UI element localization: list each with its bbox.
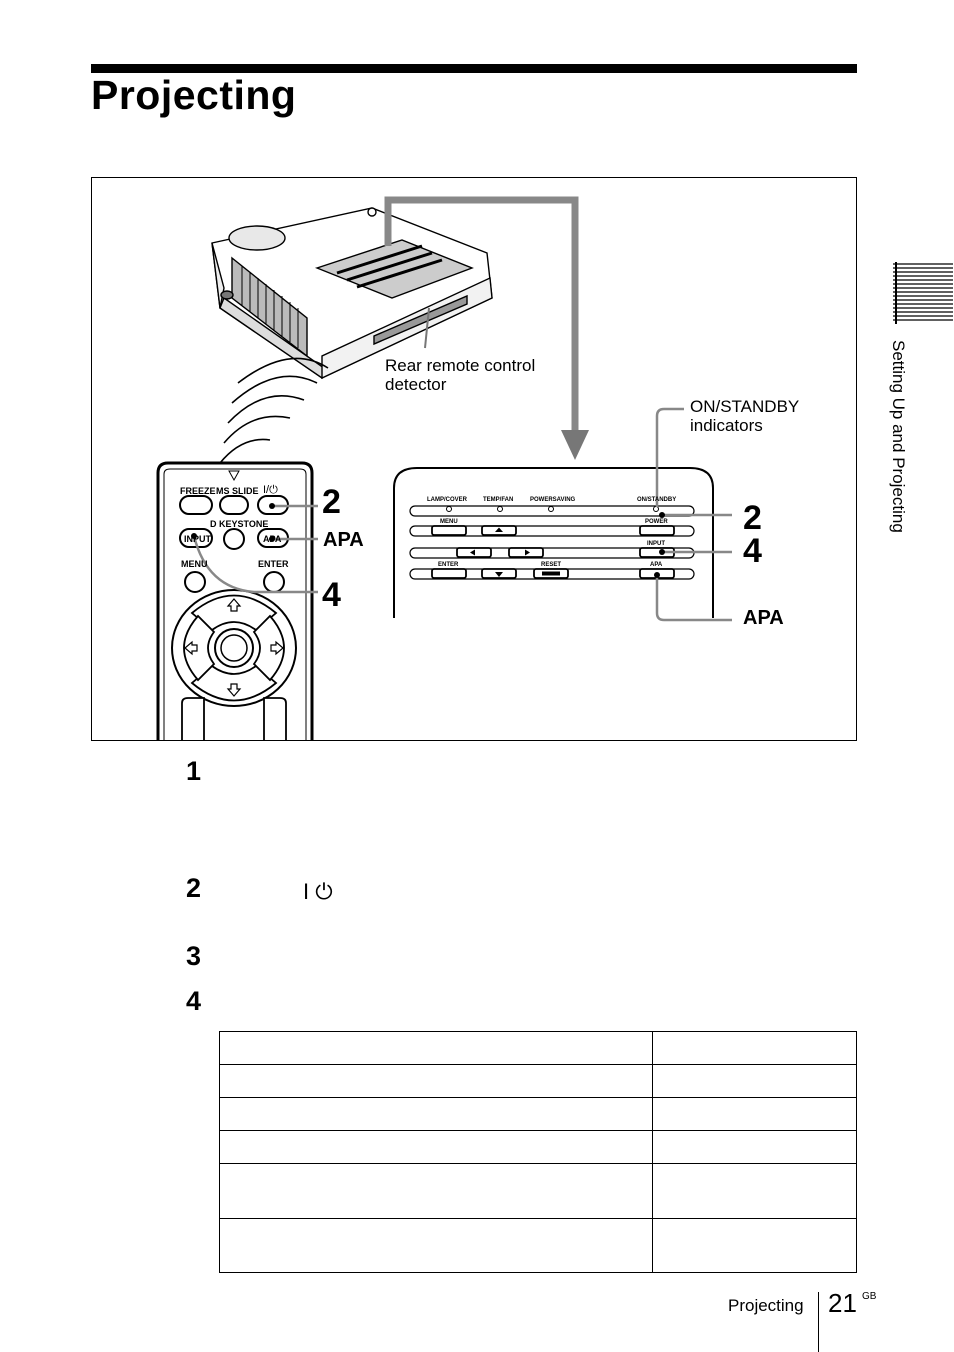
table-header-row	[220, 1032, 857, 1065]
panel-power-saving-label: POWERSAVING	[530, 497, 576, 503]
remote-callout-4: 4	[322, 576, 341, 614]
panel-enter-label: ENTER	[438, 562, 459, 568]
step-number-4: 4	[186, 986, 202, 1016]
remote-callout-apa: APA	[323, 529, 364, 551]
panel-temp-fan-label: TEMP/FAN	[483, 497, 514, 503]
side-tab-label	[876, 340, 918, 560]
rear-detector-label: Rear remote control detector	[385, 356, 536, 394]
footer-divider	[818, 1292, 819, 1352]
panel-apa-label: APA	[650, 562, 663, 568]
panel-callout-apa: APA	[743, 607, 784, 629]
remote-callout-2: 2	[322, 483, 341, 521]
panel-callout-2: 2	[743, 499, 762, 537]
projector-illustration	[212, 208, 492, 378]
remote-apa-label: APA	[263, 534, 282, 544]
footer-region-code: GB	[862, 1291, 877, 1302]
table-row	[220, 1098, 857, 1131]
transfer-arrowhead	[561, 430, 589, 460]
panel-power-label: POWER	[645, 519, 668, 525]
remote-menu-label: MENU	[181, 559, 208, 569]
panel-input-label: INPUT	[647, 541, 665, 547]
remote-enter-label: ENTER	[258, 559, 289, 569]
remote-power-label: I/⏻	[263, 484, 278, 496]
panel-callout-4: 4	[743, 532, 762, 570]
step-number-2: 2	[186, 873, 202, 903]
panel-lamp-cover-label: LAMP/COVER	[427, 497, 468, 503]
step-number-3: 3	[186, 941, 202, 971]
panel-reset-label: RESET	[541, 562, 562, 568]
table-row	[220, 1164, 857, 1219]
input-mode-table	[219, 1031, 857, 1273]
on-standby-indicators-label: ON/STANDBY indicators	[690, 397, 800, 435]
remote-ms-slide-label: MS SLIDE	[216, 486, 259, 496]
panel-on-standby-label: ON/STANDBY	[637, 497, 677, 503]
table-row	[220, 1065, 857, 1098]
figure-panel	[91, 177, 857, 741]
footer-page-number: 21	[828, 1288, 857, 1318]
table-row	[220, 1131, 857, 1164]
table-row	[220, 1219, 857, 1273]
side-tab-text: Setting Up and Projecting	[889, 340, 908, 533]
control-panel-illustration	[394, 468, 713, 618]
page-title: Projecting	[91, 72, 297, 118]
footer-section-name: Projecting	[728, 1296, 804, 1315]
remote-d-keystone-label: D KEYSTONE	[210, 519, 269, 529]
signal-waves-icon	[220, 358, 328, 463]
side-tab-marker	[893, 262, 953, 324]
step-number-1: 1	[186, 756, 202, 786]
power-button-icon: I ⏻	[303, 879, 333, 904]
remote-freeze-label: FREEZE	[180, 486, 216, 496]
remote-control-illustration	[158, 463, 312, 740]
remote-input-label: INPUT	[184, 534, 211, 544]
panel-menu-label: MENU	[440, 519, 458, 525]
figure-illustration	[92, 178, 856, 740]
